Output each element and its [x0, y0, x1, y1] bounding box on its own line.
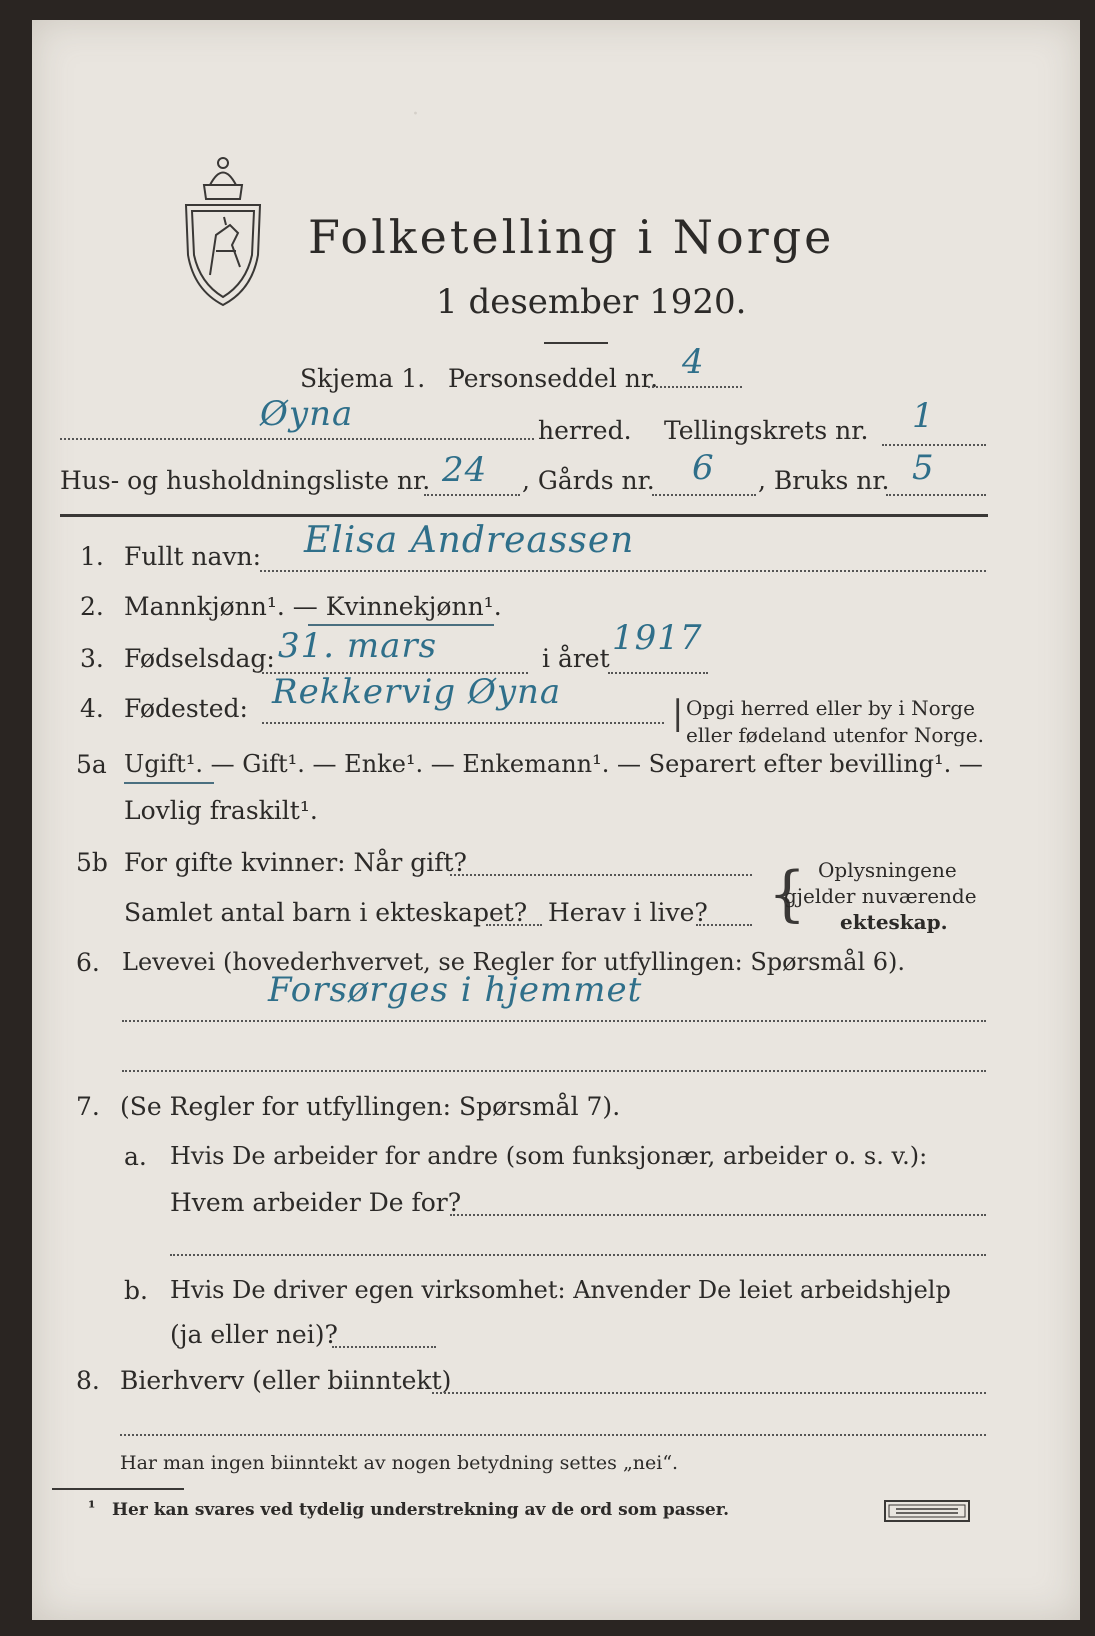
q5b-note-brace: {: [768, 859, 807, 929]
full-name-value[interactable]: Elisa Andreassen: [304, 520, 635, 561]
q7a-label-line2: Hvem arbeider De for?: [170, 1188, 462, 1217]
birthday-value[interactable]: 31. mars: [278, 626, 438, 666]
printer-stamp-icon: [884, 1500, 970, 1522]
birth-year-value[interactable]: 1917: [612, 618, 703, 658]
skjema-label: Skjema 1.: [300, 364, 426, 393]
hus-line: [424, 494, 520, 496]
q6-line1: [122, 1020, 986, 1022]
q4-note-brace: |: [672, 693, 684, 733]
q3-year-line: [608, 672, 708, 674]
birthplace-value[interactable]: Rekkervig Øyna: [272, 672, 562, 712]
occupation-value[interactable]: Forsørges i hjemmet: [268, 970, 643, 1010]
census-form-sheet: [32, 20, 1080, 1620]
q7b-number: b.: [124, 1276, 148, 1305]
q3-label: Fødselsdag:: [124, 644, 275, 673]
q5b-label-line1: For gifte kvinner: Når gift?: [124, 848, 467, 877]
gards-line: [652, 494, 756, 496]
q3-year-label: i året: [542, 644, 610, 673]
q1-label: Fullt navn:: [124, 542, 262, 571]
q8-note: Har man ingen biinntekt av nogen betydning settes „nei“.: [120, 1452, 679, 1474]
married-date-line: [450, 874, 752, 876]
tellingskrets-label: Tellingskrets nr.: [664, 416, 869, 445]
header-rule: [60, 514, 988, 517]
q4-line: [262, 722, 664, 724]
employer-line1: [450, 1214, 986, 1216]
q5b-label-line3: Herav i live?: [548, 898, 708, 927]
q6-number: 6.: [76, 948, 100, 977]
q7b-label-line2: (ja eller nei)?: [170, 1320, 338, 1349]
q5b-number: 5b: [76, 848, 108, 877]
q4-label: Fødested:: [124, 694, 248, 723]
footnote-rule: [52, 1488, 184, 1490]
herred-label: herred.: [538, 416, 632, 445]
q8-number: 8.: [76, 1366, 100, 1395]
form-title: Folketelling i Norge: [308, 210, 835, 264]
q7a-label-line1: Hvis De arbeider for andre (som funksjonær, arbeider o. s. v.):: [170, 1142, 928, 1170]
herred-value[interactable]: Øyna: [260, 394, 354, 434]
q1-number: 1.: [80, 542, 104, 571]
footnote-text: Her kan svares ved tydelig understrekning av de ord som passer.: [112, 1500, 730, 1520]
children-total-line: [486, 924, 542, 926]
bruks-label: , Bruks nr.: [758, 466, 890, 495]
personseddel-value[interactable]: 4: [682, 342, 705, 382]
q7-label: (Se Regler for utfyllingen: Spørsmål 7).: [120, 1092, 621, 1121]
coat-of-arms-icon: [180, 155, 266, 310]
census-date: 1 desember 1920.: [436, 282, 747, 322]
q4-note-line2: eller fødeland utenfor Norge.: [686, 723, 984, 747]
q4-note-line1: Opgi herred eller by i Norge: [686, 696, 975, 720]
ugift-underline: [124, 782, 214, 784]
employer-line2: [170, 1254, 986, 1256]
q5b-note-line2: gjelder nuværende: [784, 884, 977, 908]
q5b-note-line3: ekteskap.: [840, 910, 948, 934]
q5a-label-line1: Ugift¹. — Gift¹. — Enke¹. — Enkemann¹. — Separert efter bevilling¹. —: [124, 750, 983, 778]
q6-line2: [122, 1070, 986, 1072]
gards-label: , Gårds nr.: [522, 466, 655, 495]
personseddel-label: Personseddel nr.: [448, 364, 659, 393]
hired-help-line: [332, 1346, 436, 1348]
gards-value[interactable]: 6: [692, 448, 715, 488]
q7a-number: a.: [124, 1142, 147, 1171]
q5a-number: 5a: [76, 750, 107, 779]
tellingskrets-line: [882, 444, 986, 446]
bleed-through-text: ·: [412, 102, 419, 127]
q6-label: Levevei (hovederhvervet, se Regler for utfyllingen: Spørsmål 6).: [122, 948, 906, 976]
q1-line: [260, 570, 986, 572]
side-income-line1: [432, 1392, 986, 1394]
q5a-label-line2: Lovlig fraskilt¹.: [124, 796, 318, 825]
q4-number: 4.: [80, 694, 104, 723]
footnote-mark: ¹: [88, 1498, 96, 1518]
bruks-value[interactable]: 5: [912, 448, 935, 488]
hus-label: Hus- og husholdningsliste nr.: [60, 466, 431, 495]
herred-line: [60, 438, 534, 440]
q2-number: 2.: [80, 592, 104, 621]
q2-label: Mannkjønn¹. — Kvinnekjønn¹.: [124, 592, 502, 621]
children-alive-line: [696, 924, 752, 926]
q7b-label-line1: Hvis De driver egen virksomhet: Anvender De leiet arbeidshjelp: [170, 1276, 951, 1304]
title-divider: [544, 342, 608, 344]
hus-value[interactable]: 24: [442, 450, 488, 490]
q5b-label-line2: Samlet antal barn i ekteskapet?: [124, 898, 528, 927]
personseddel-line: [648, 386, 742, 388]
q3-number: 3.: [80, 644, 104, 673]
q5b-note-line1: Oplysningene: [818, 858, 957, 882]
q8-label: Bierhverv (eller biinntekt): [120, 1366, 452, 1395]
bruks-line: [886, 494, 986, 496]
tellingskrets-value[interactable]: 1: [912, 396, 935, 436]
side-income-line2: [120, 1434, 986, 1436]
q7-number: 7.: [76, 1092, 100, 1121]
